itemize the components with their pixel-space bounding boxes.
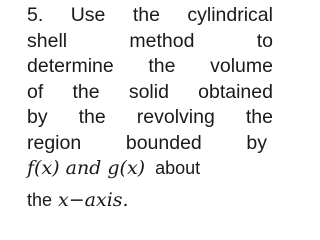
axis-expression: x−axis. [58,188,129,211]
word: about [155,158,201,178]
problem-statement [27,3,273,213]
problem-line-7 [27,156,273,182]
word: the [245,106,273,128]
word: revolving [136,106,215,128]
word: cylindrical [187,4,273,26]
word: region [27,131,82,154]
word: Use [70,4,106,26]
word: of [27,80,44,103]
function-expression: f(x) and g(x) [27,157,146,179]
problem-line-8 [27,188,273,214]
word: the [72,80,100,103]
word: method [129,29,195,52]
problem-line-4 [27,80,273,106]
problem-line-6 [27,131,273,157]
problem-line-2 [27,29,273,55]
problem-line-5 [27,105,273,131]
word: obtained [198,80,273,103]
word: the [27,189,53,210]
word: the [78,106,106,128]
word: volume [210,55,273,77]
word: solid [128,80,169,103]
word: 5. [27,4,44,26]
problem-line-3 [27,54,273,80]
word: the [148,55,176,77]
word: determine [27,55,114,77]
word: shell [27,29,68,52]
word: to [256,29,273,52]
word: by [246,131,267,154]
problem-line-1 [27,3,273,29]
word: the [132,4,160,26]
word: bounded [125,131,202,154]
word: by [27,106,48,128]
